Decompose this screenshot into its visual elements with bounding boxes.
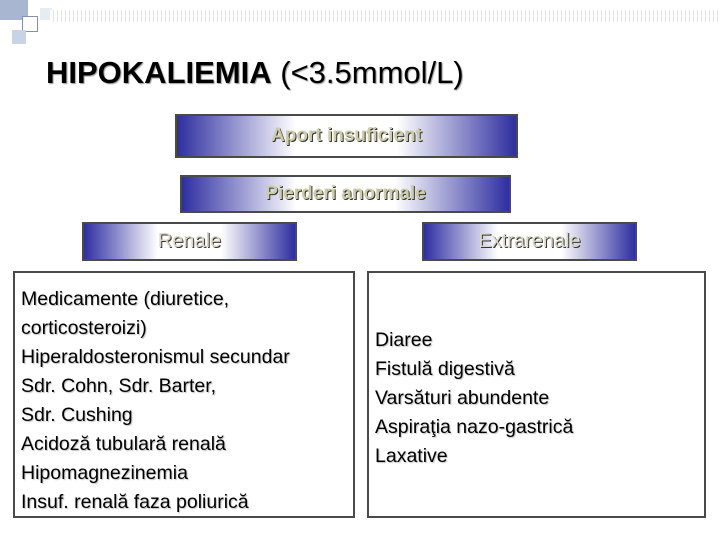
title-main: HIPOKALIEMIA xyxy=(46,55,272,90)
list-item: Sdr. Cushing xyxy=(21,404,133,426)
list-item: Varsături abundente xyxy=(375,387,550,409)
decor-top-bar xyxy=(50,10,720,22)
list-item: Diaree xyxy=(375,329,433,351)
list-item: Acidoză tubulară renală xyxy=(21,433,226,455)
decor-square xyxy=(12,30,26,44)
renale-causes-list xyxy=(13,271,355,518)
list-item: Hipomagnezinemia xyxy=(21,462,188,484)
list-item: Hiperaldosteronismul secundar xyxy=(21,346,290,368)
extrarenale-box: Extrarenale xyxy=(422,222,637,261)
aport-insuficient-box: Aport insuficient xyxy=(175,114,518,158)
list-item: Laxative xyxy=(375,445,448,467)
pierderi-anormale-box: Pierderi anormale xyxy=(180,175,511,213)
list-item: Medicamente (diuretice, xyxy=(21,288,230,310)
list-item: Aspiraţia nazo-gastrică xyxy=(375,416,574,438)
list-item: Insuf. renală faza poliurică xyxy=(21,491,249,513)
title-suffix: (<3.5mmol/L) xyxy=(280,55,464,90)
list-item: corticosteroizi) xyxy=(21,317,147,339)
renale-box: Renale xyxy=(82,222,297,261)
list-item: Sdr. Cohn, Sdr. Barter, xyxy=(21,375,217,397)
extrarenale-causes-list xyxy=(367,271,706,518)
slide-title xyxy=(46,55,464,91)
list-item: Fistulă digestivă xyxy=(375,358,515,380)
